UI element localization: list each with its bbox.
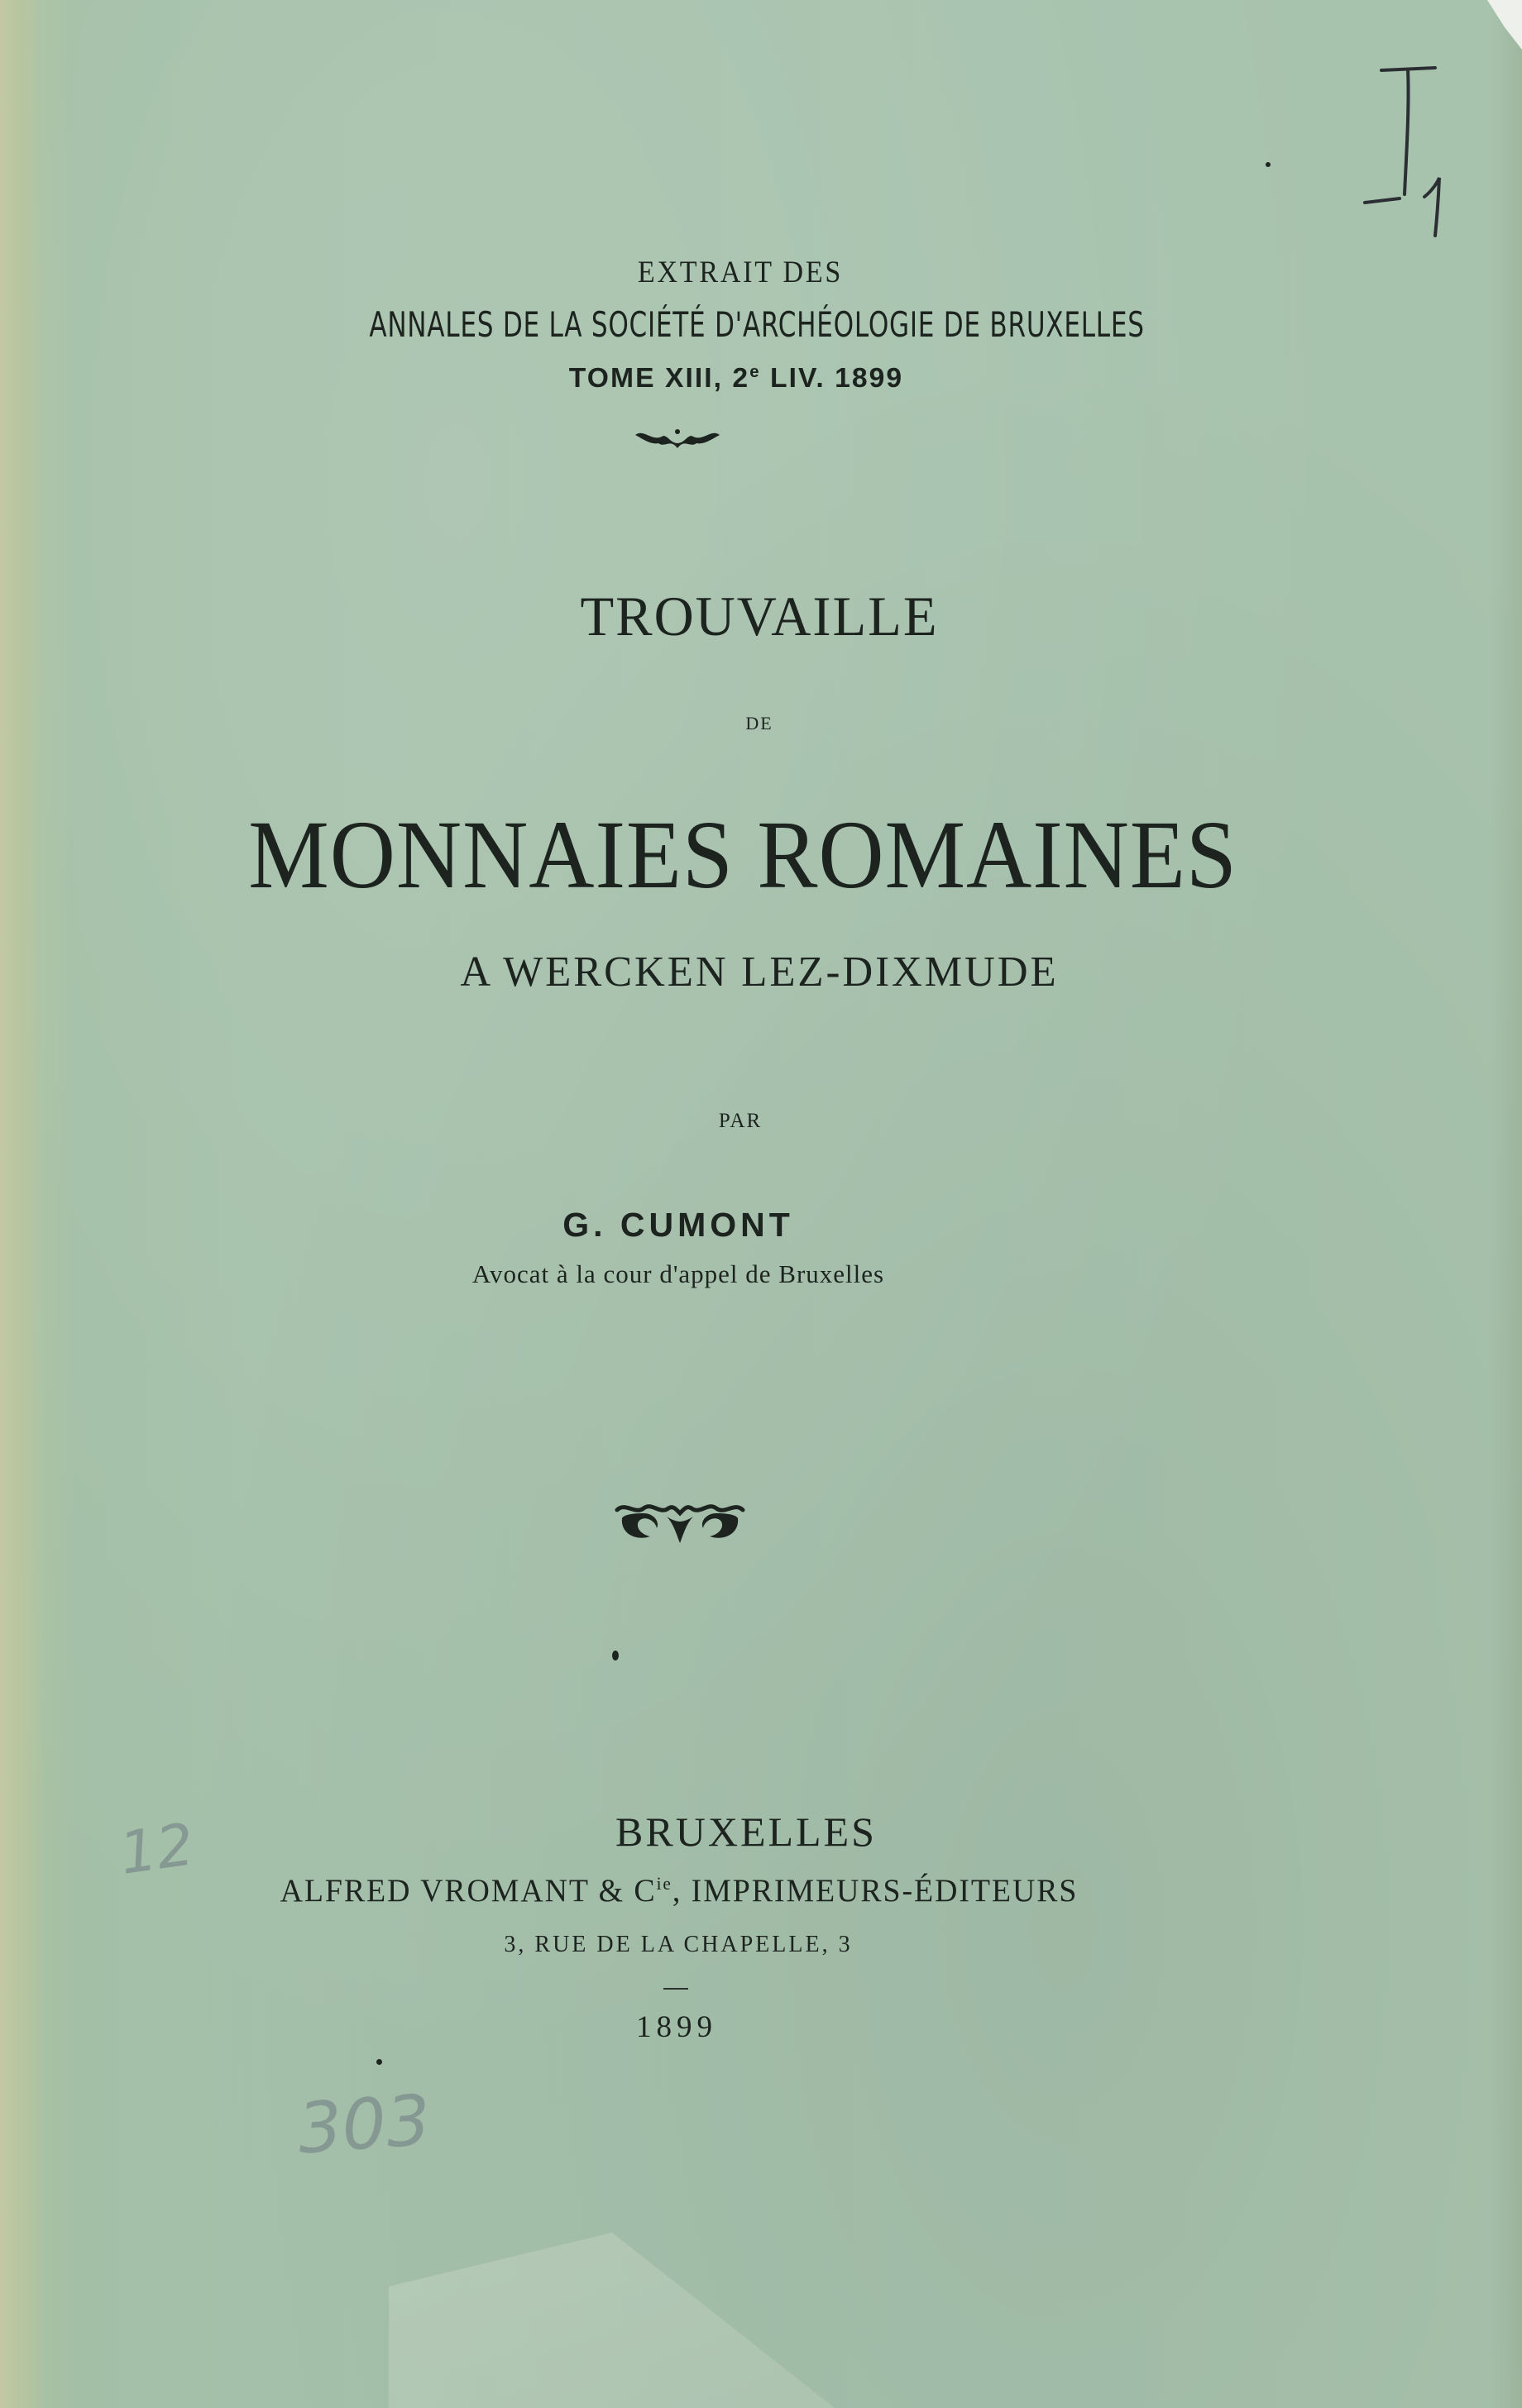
title-line-1: TROUVAILLE	[580, 585, 939, 647]
ink-speck	[1266, 162, 1271, 167]
publisher-superscript: ie	[656, 1873, 672, 1894]
main-title: MONNAIES ROMAINES	[248, 800, 1237, 909]
imprint-divider	[663, 1988, 688, 1990]
publisher-suffix: , IMPRIMEURS-ÉDITEURS	[672, 1873, 1079, 1909]
ink-speck	[612, 1651, 619, 1660]
journal-title: ANNALES DE LA SOCIÉTÉ D'ARCHÉOLOGIE DE BRUXELLES	[369, 304, 1145, 345]
imprint-publisher	[0, 1872, 1417, 1909]
extract-label: EXTRAIT DES	[637, 256, 844, 289]
author-affiliation: Avocat à la cour d'appel de Bruxelles	[471, 1259, 885, 1288]
binding-edge	[0, 0, 45, 2408]
pencil-annotation: 12	[115, 1810, 199, 1888]
imprint-address: 3, RUE DE LA CHAPELLE, 3	[504, 1932, 853, 1957]
imprint-city: BRUXELLES	[615, 1808, 877, 1855]
volume-suffix: LIV. 1899	[760, 362, 904, 393]
small-ornament-icon	[634, 427, 721, 450]
publisher-prefix: ALFRED VROMANT & C	[280, 1873, 657, 1909]
by-label: PAR	[718, 1110, 763, 1132]
handwritten-shelfmark	[1357, 58, 1472, 240]
pencil-number: 303	[294, 2079, 433, 2170]
volume-superscript: e	[749, 363, 761, 381]
ink-speck	[376, 2059, 382, 2065]
subtitle: A WERCKEN LEZ-DIXMUDE	[460, 948, 1059, 996]
volume-line	[0, 362, 1512, 394]
imprint-year: 1899	[636, 2010, 717, 2044]
folded-corner	[389, 2233, 885, 2408]
author-name: G. CUMONT	[562, 1206, 794, 1244]
title-line-2: DE	[745, 713, 773, 733]
large-ornament-icon	[614, 1498, 746, 1546]
torn-corner	[1464, 0, 1522, 50]
volume-prefix: TOME XIII, 2	[568, 362, 750, 393]
